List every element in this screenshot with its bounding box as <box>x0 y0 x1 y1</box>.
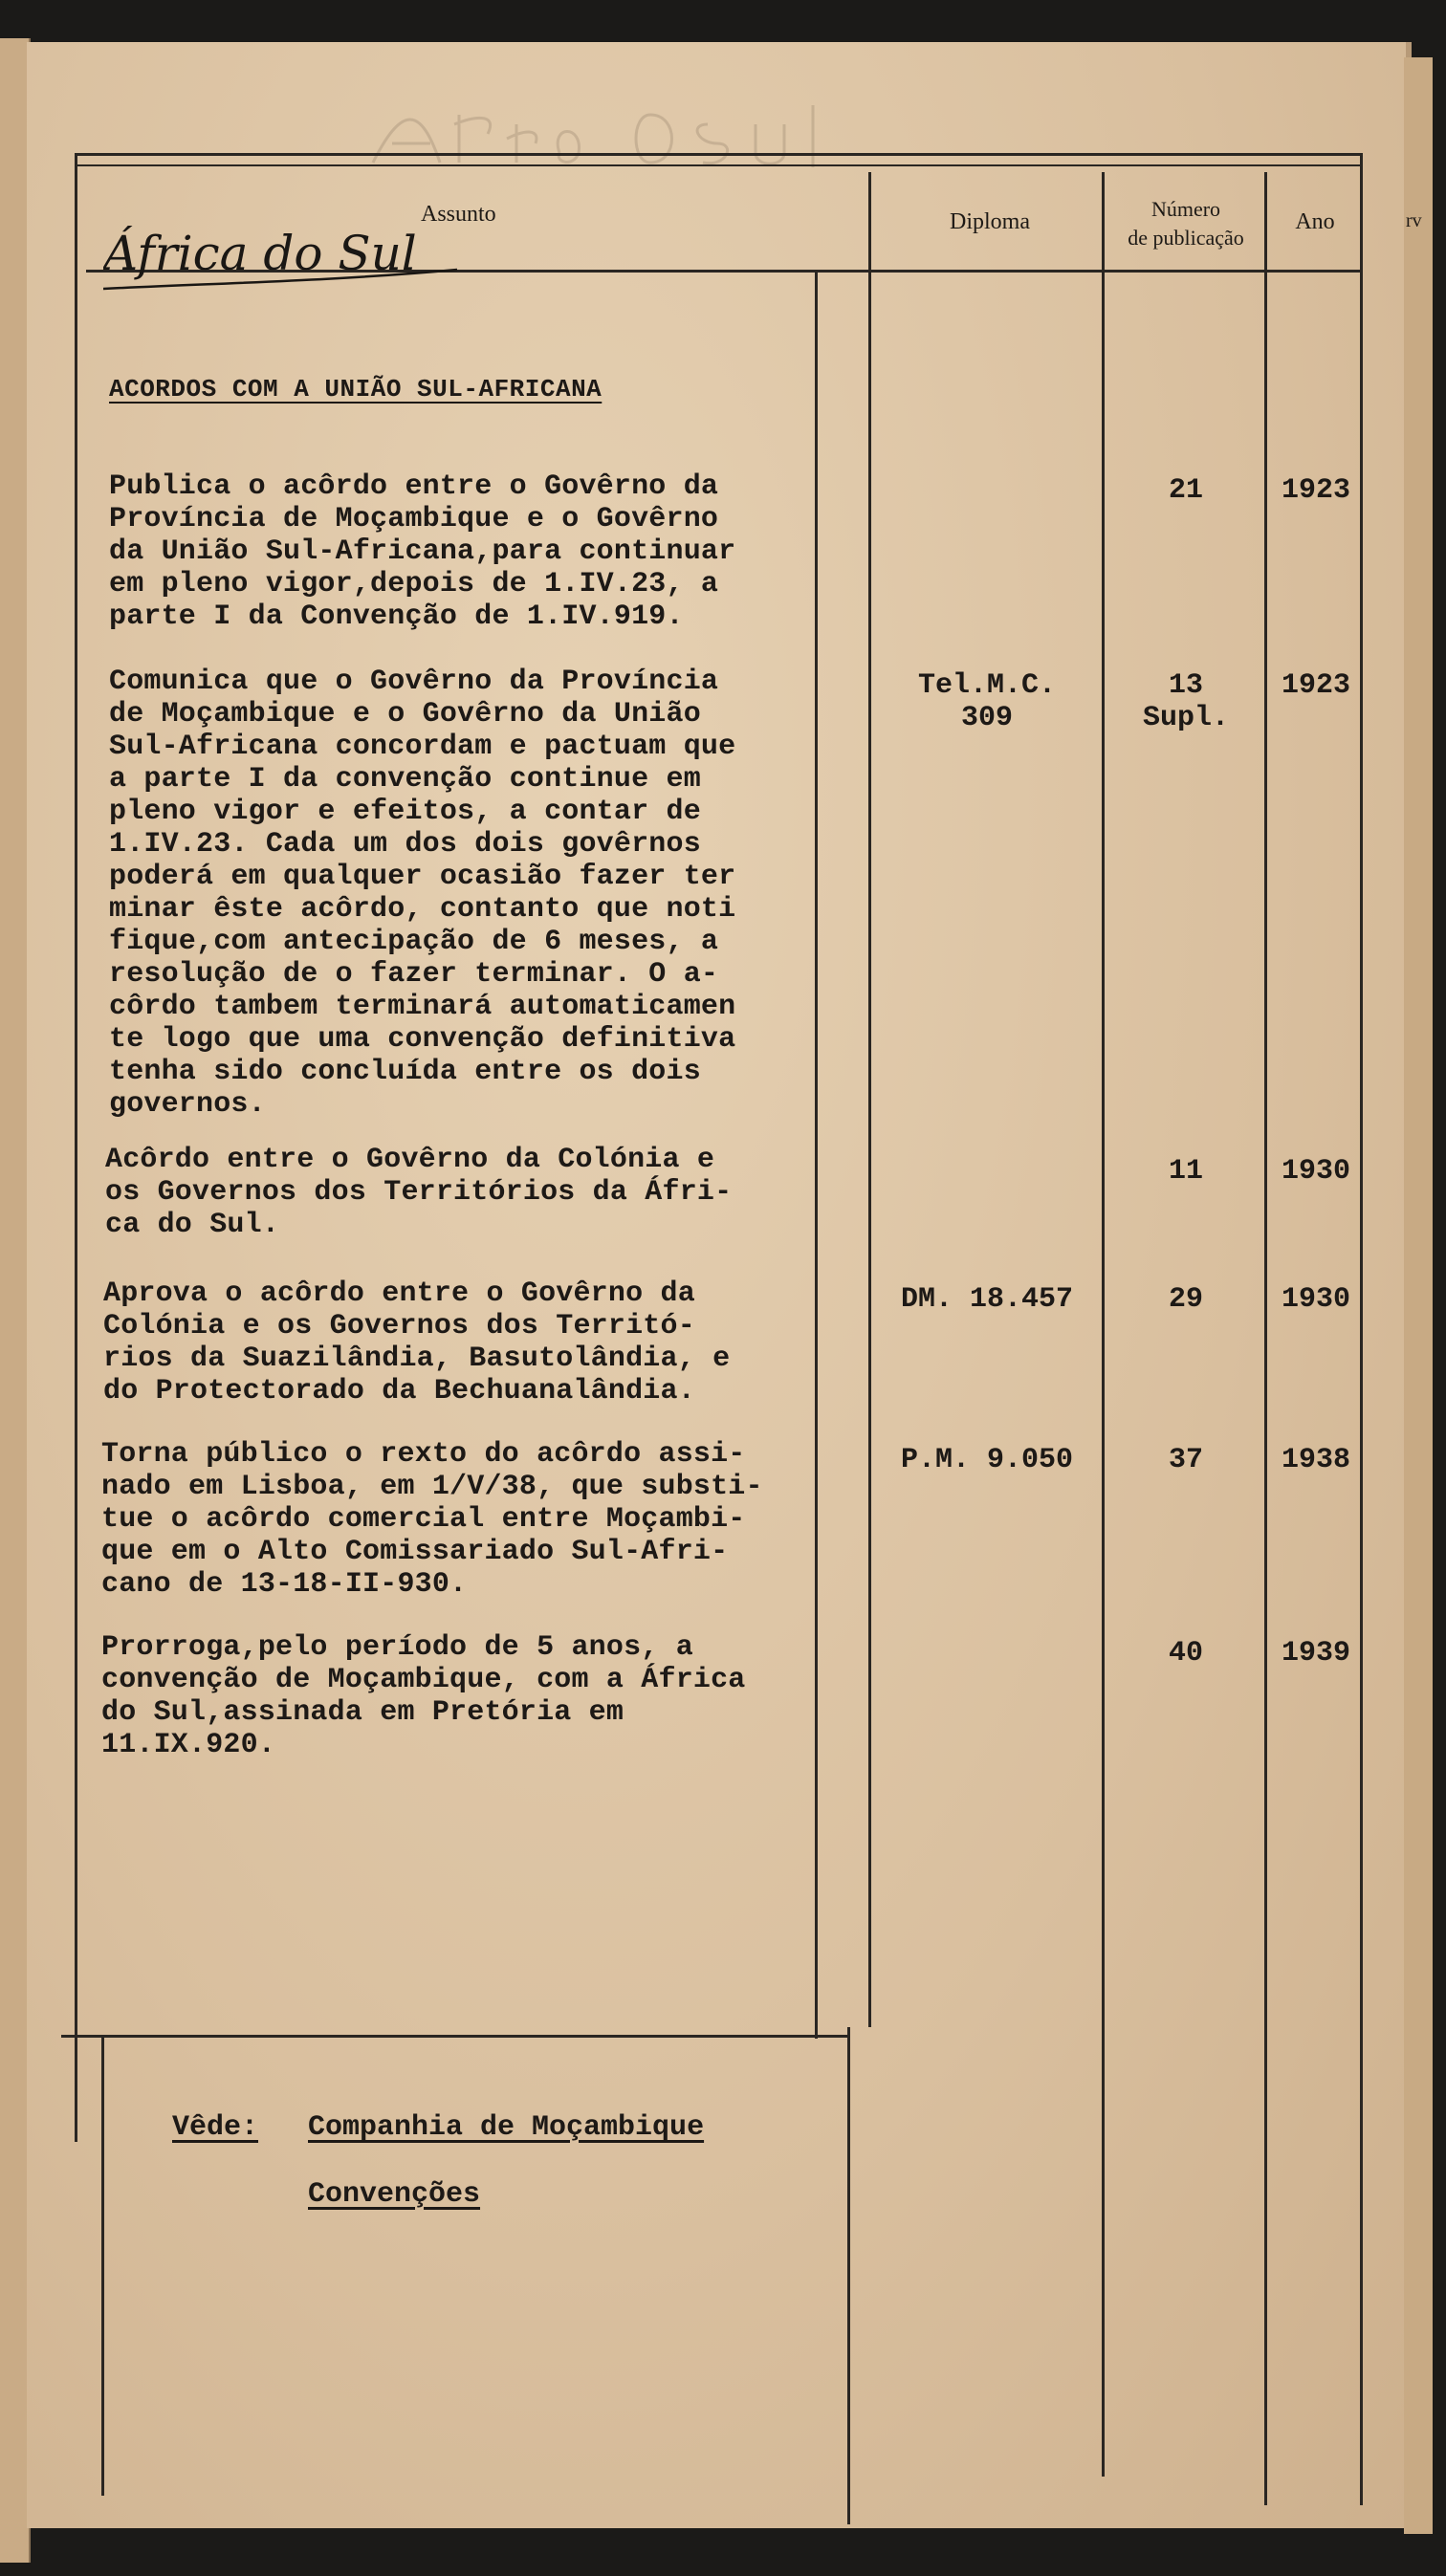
top-rule-double <box>75 164 1360 166</box>
column-header-edge: rv <box>1406 210 1422 231</box>
entry-3-numero: 11 <box>1168 1155 1203 1188</box>
top-rule <box>75 153 1360 156</box>
lower-section-rule <box>61 2035 847 2038</box>
column-header-diploma: Diploma <box>950 209 1030 234</box>
entry-2-numero: 13 Supl. <box>1142 669 1229 734</box>
entry-2-ano: 1923 <box>1281 669 1350 702</box>
section-title: ACORDOS COM A UNIÃO SUL-AFRICANA <box>109 375 602 404</box>
card-right-edge <box>1404 57 1433 2534</box>
numero-left-rule <box>1102 172 1105 2477</box>
entry-4-diploma: DM. 18.457 <box>900 1283 1074 1316</box>
entry-6-numero: 40 <box>1168 1637 1203 1670</box>
entry-4-ano: 1930 <box>1281 1283 1350 1316</box>
ano-left-rule <box>1264 172 1267 2505</box>
entry-1-text: Publica o acôrdo entre o Govêrno da Província de Moçambique e o Govêrno da União Sul-Africana,para continuar em pleno vigor,depois de 1.IV.23, a parte I da Convenção de 1.IV.919. <box>109 470 736 633</box>
entry-6-ano: 1939 <box>1281 1637 1350 1670</box>
diploma-left-rule-lower <box>847 2027 850 2524</box>
column-header-numero: Número de publicação <box>1128 197 1244 250</box>
see-also-label: Vêde: <box>172 2111 259 2144</box>
entry-4-numero: 29 <box>1168 1283 1203 1316</box>
see-also-item-companhia: Companhia de Moçambique <box>308 2111 705 2144</box>
entry-1-ano: 1923 <box>1281 474 1350 507</box>
entry-5-ano: 1938 <box>1281 1444 1350 1476</box>
diploma-left-rule <box>868 172 871 2027</box>
entry-2-diploma: Tel.M.C. 309 <box>917 669 1057 734</box>
see-also-item-convencoes: Convenções <box>308 2178 481 2211</box>
lower-inner-rule <box>101 2037 104 2496</box>
entry-6-text: Prorroga,pelo período de 5 anos, a convenção de Moçambique, com a África do Sul,assinada em Pretória em 11.IX.920. <box>101 1631 746 1761</box>
column-header-assunto: Assunto <box>421 202 496 227</box>
entry-5-diploma: P.M. 9.050 <box>900 1444 1074 1476</box>
outer-left-rule <box>75 153 77 2142</box>
svg-text:África do Sul: África do Sul <box>103 226 417 281</box>
entry-5-numero: 37 <box>1168 1444 1203 1476</box>
entry-1-numero: 21 <box>1168 474 1203 507</box>
entry-3-ano: 1930 <box>1281 1155 1350 1188</box>
entry-5-text: Torna público o rexto do acôrdo assi- nado em Lisboa, em 1/V/38, que substi- tue o acôrdo comercial entre Moçambi- que em o Alto Comissariado Sul-Afri- cano de 13-18-II-930. <box>101 1438 763 1601</box>
bleed-through-handwriting <box>363 86 842 191</box>
entry-4-text: Aprova o acôrdo entre o Govêrno da Colónia e os Governos dos Territó- rios da Suazilândia, Basutolândia, e do Protectorado da Bechuanalândia. <box>103 1277 731 1408</box>
handwritten-title <box>103 203 467 298</box>
column-header-ano: Ano <box>1295 209 1335 234</box>
entry-2-text: Comunica que o Govêrno da Província de Moçambique e o Govêrno da União Sul-Africana concordam e pactuam que a parte I da convenção continue em pleno vigor e efeitos, a contar de 1.IV.23. Cada um dos dois govêrnos poderá em qualquer ocasião fazer ter minar êste acôrdo, contanto que noti fique,com antecipação de 6 meses, a resolução de o fazer terminar. O a- côrdo tambem terminará automaticamen te logo que uma convenção definitiva tenha sido concluída entre os dois governos. <box>109 666 736 1121</box>
entry-3-text: Acôrdo entre o Govêrno da Colónia e os Governos dos Territórios da Áfri- ca do Sul. <box>105 1144 733 1241</box>
